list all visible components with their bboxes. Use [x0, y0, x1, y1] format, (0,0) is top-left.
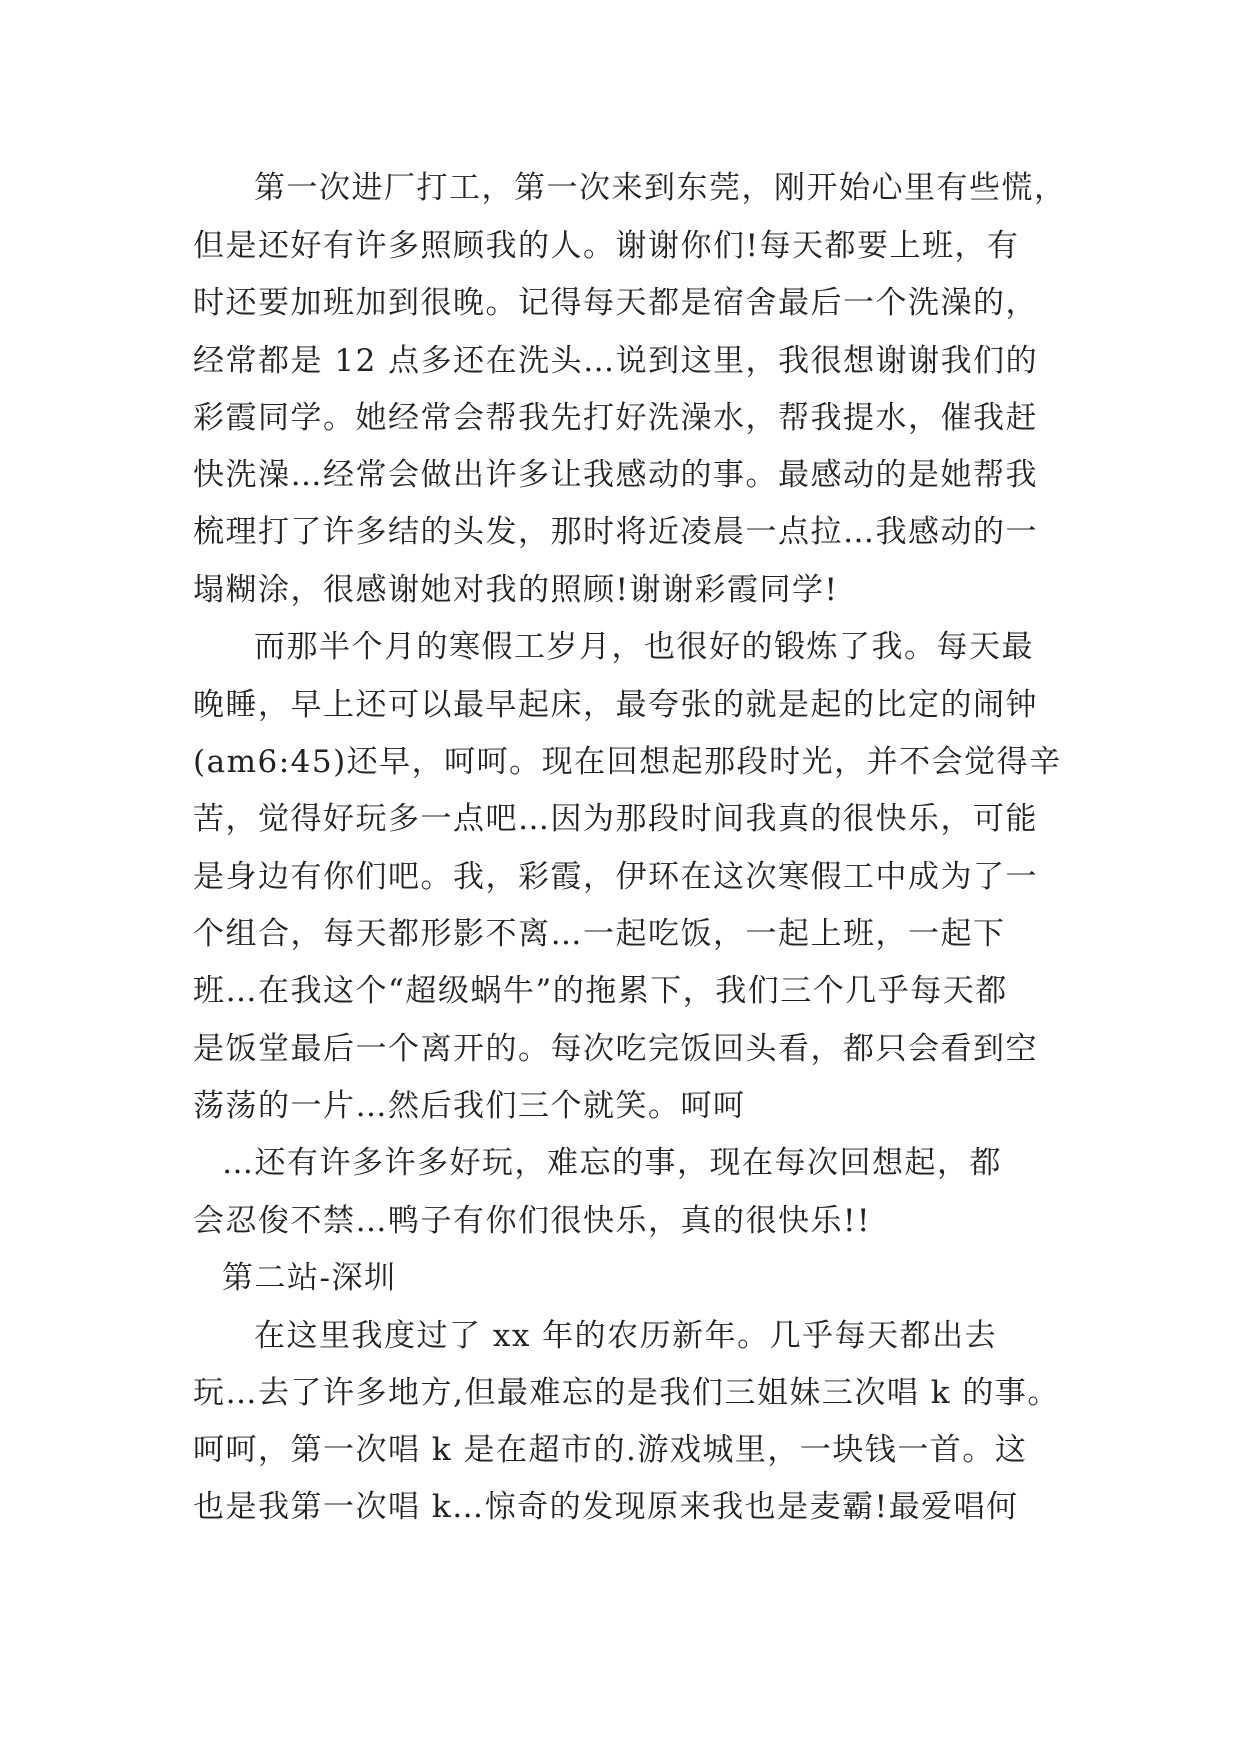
text-line: 第一次进厂打工，第一次来到东莞，刚开始心里有些慌， [254, 170, 1067, 206]
text-line: 时还要加班加到很晚。记得每天都是宿舍最后一个洗澡的， [193, 285, 1038, 321]
text-line: 班…在我这个“超级蜗牛”的拖累下，我们三个几乎每天都 [193, 973, 1008, 1009]
text-line: (am6:45)还早，呵呵。现在回想起那段时光，并不会觉得辛 [193, 744, 1062, 780]
text-line: 会忍俊不禁…鸭子有你们很快乐，真的很快乐!! [193, 1203, 871, 1239]
text-line: 荡荡的一片…然后我们三个就笑。呵呵 [193, 1088, 746, 1124]
text-line: 晚睡，早上还可以最早起床，最夸张的就是起的比定的闹钟 [193, 687, 1038, 723]
text-line: 是饭堂最后一个离开的。每次吃完饭回头看，都只会看到空 [193, 1031, 1038, 1067]
text-line: 经常都是 12 点多还在洗头…说到这里，我很想谢谢我们的 [193, 343, 1039, 379]
text-line: 玩…去了许多地方,但最难忘的是我们三姐妹三次唱 k 的事。 [193, 1375, 1060, 1411]
text-line: 也是我第一次唱 k…惊奇的发现原来我也是麦霸!最爱唱何 [193, 1489, 1019, 1525]
section-heading: 第二站-深圳 [222, 1260, 397, 1296]
text-line: 是身边有你们吧。我，彩霞，伊环在这次寒假工中成为了一 [193, 859, 1038, 895]
text-line: 梳理打了许多结的头发，那时将近凌晨一点拉…我感动的一 [193, 514, 1038, 550]
text-line: 而那半个月的寒假工岁月，也很好的锻炼了我。每天最 [254, 629, 1034, 665]
text-line: 彩霞同学。她经常会帮我先打好洗澡水，帮我提水，催我赶 [193, 400, 1038, 436]
text-line: 但是还好有许多照顾我的人。谢谢你们!每天都要上班，有 [193, 228, 1020, 264]
text-line: 塌糊涂，很感谢她对我的照顾!谢谢彩霞同学! [193, 572, 839, 608]
text-line: 个组合，每天都形影不离…一起吃饭，一起上班，一起下 [193, 916, 1006, 952]
text-line: 呵呵，第一次唱 k 是在超市的.游戏城里，一块钱一首。这 [193, 1432, 1028, 1468]
text-line: 在这里我度过了 xx 年的农历新年。几乎每天都出去 [254, 1318, 998, 1354]
text-line: 苦，觉得好玩多一点吧…因为那段时间我真的很快乐，可能 [193, 801, 1038, 837]
text-line: 快洗澡…经常会做出许多让我感动的事。最感动的是她帮我 [193, 457, 1038, 493]
text-line: …还有许多许多好玩，难忘的事，现在每次回想起，都 [222, 1145, 1002, 1181]
